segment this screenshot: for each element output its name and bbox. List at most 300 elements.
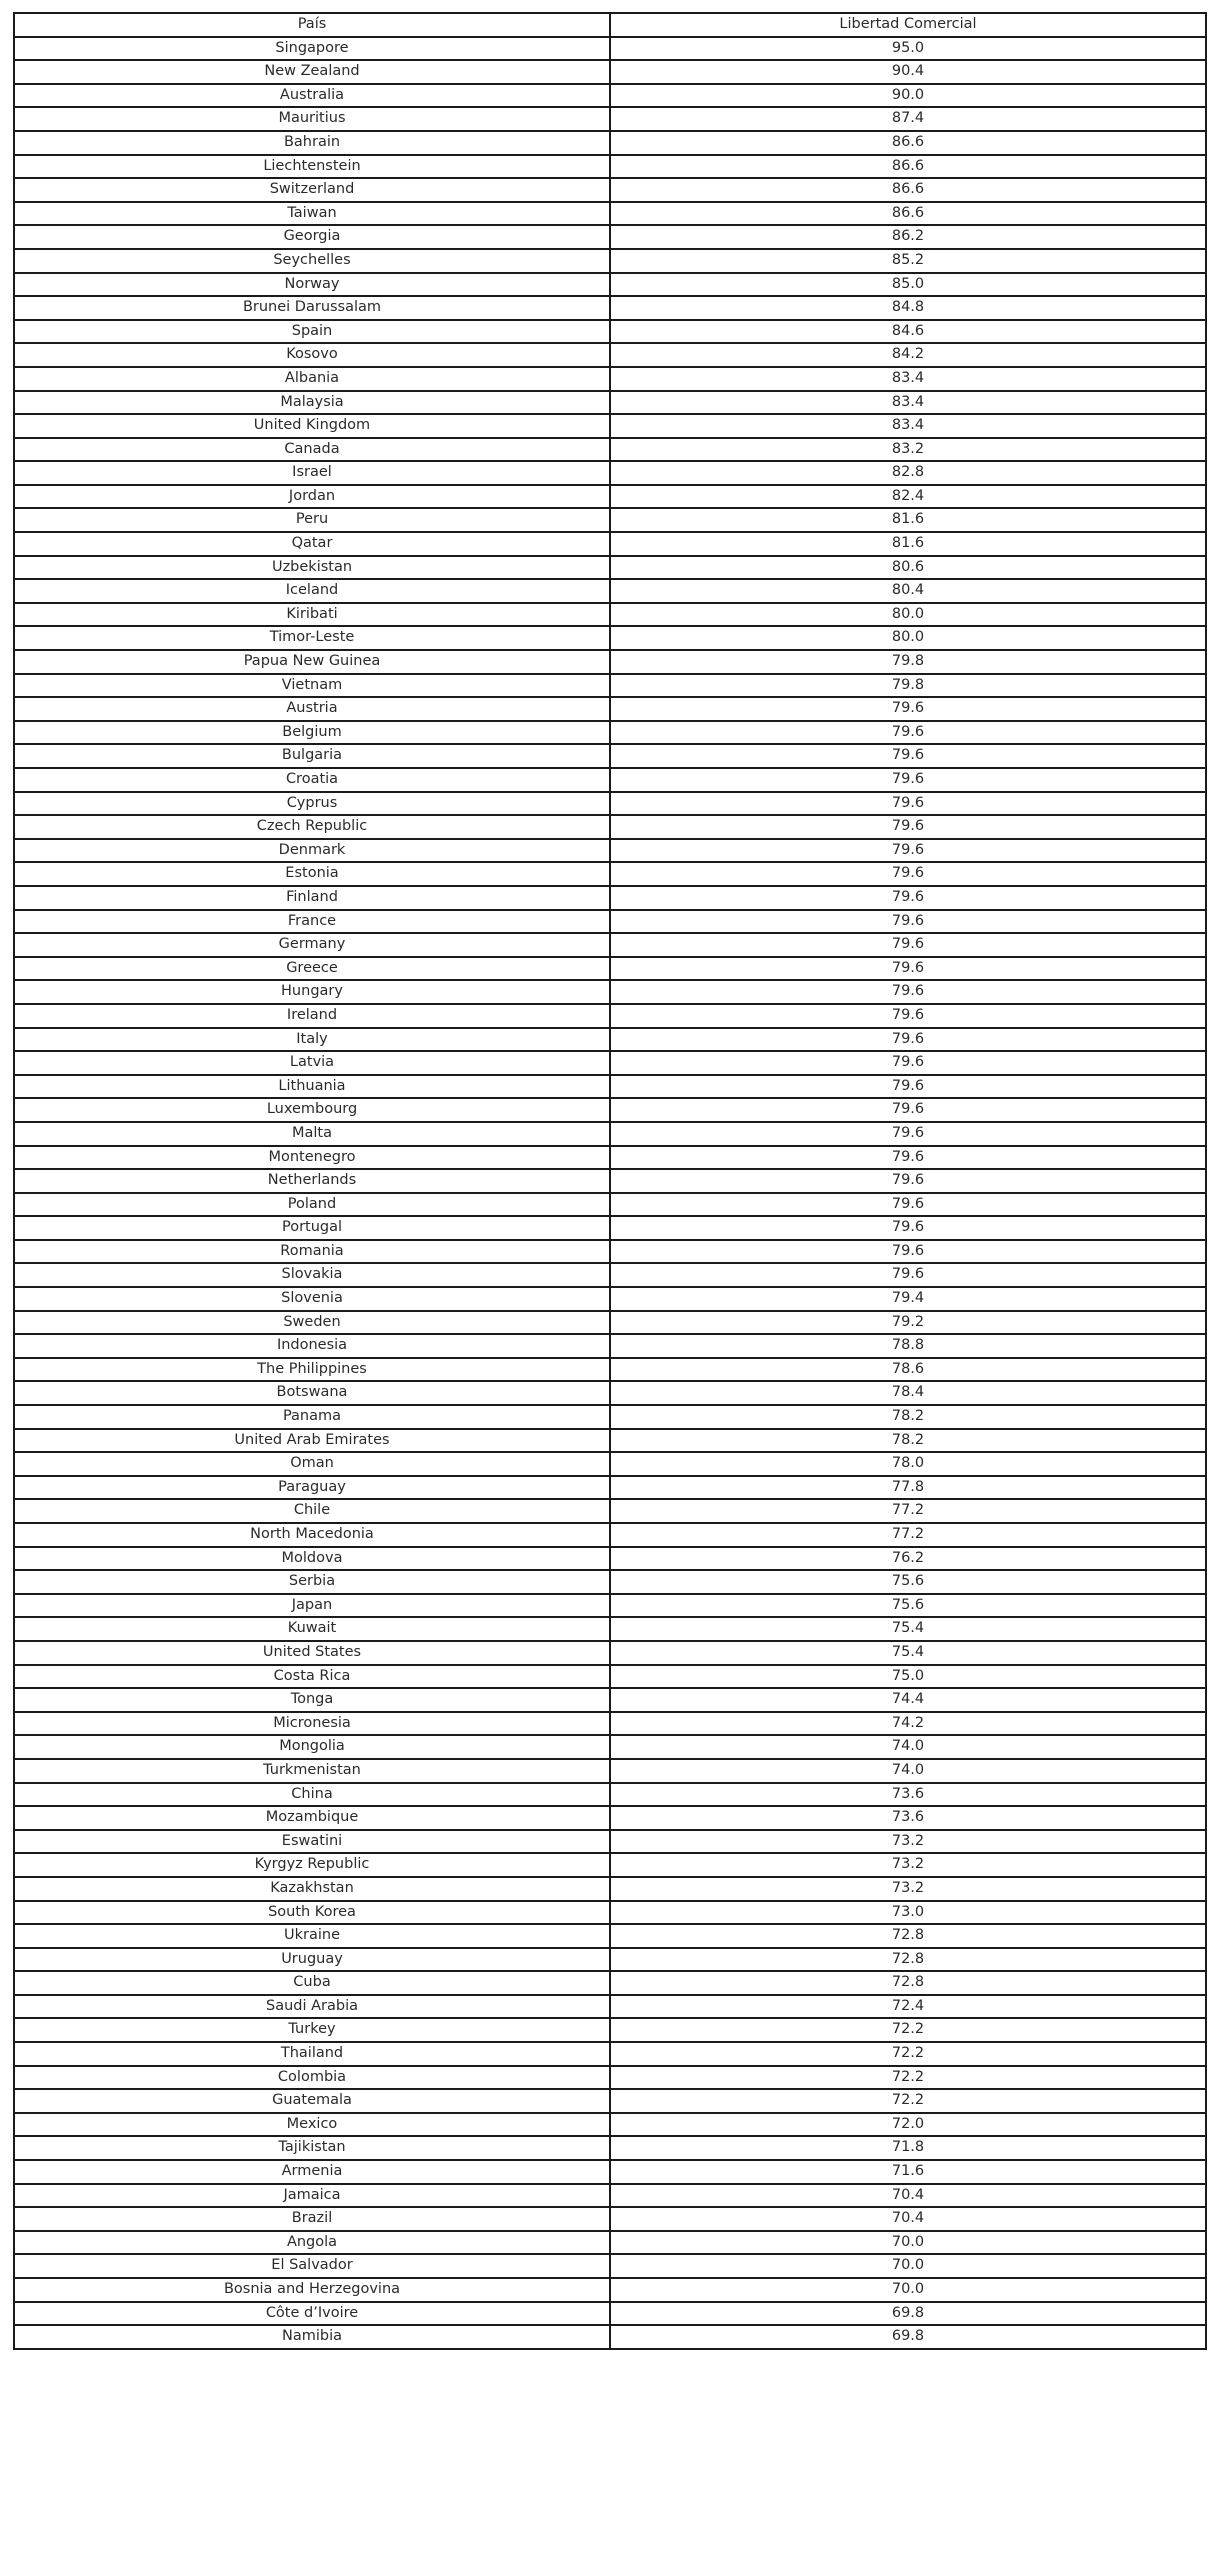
- country-cell: Oman: [14, 1452, 610, 1476]
- trade-freedom-value-cell: 76.2: [610, 1547, 1206, 1571]
- country-cell: Romania: [14, 1240, 610, 1264]
- table-row: [14, 1759, 1206, 1783]
- country-cell: Georgia: [14, 225, 610, 249]
- trade-freedom-value-cell: 75.0: [610, 1665, 1206, 1689]
- trade-freedom-value-cell: 79.6: [610, 744, 1206, 768]
- trade-freedom-value-cell: 73.6: [610, 1806, 1206, 1830]
- country-cell: Kosovo: [14, 343, 610, 367]
- country-cell: Ireland: [14, 1004, 610, 1028]
- country-cell: Eswatini: [14, 1830, 610, 1854]
- trade-freedom-value-cell: 79.6: [610, 886, 1206, 910]
- table-row: [14, 2184, 1206, 2208]
- table-row: [14, 2136, 1206, 2160]
- country-cell: New Zealand: [14, 60, 610, 84]
- table-row: [14, 2278, 1206, 2302]
- trade-freedom-value-cell: 83.2: [610, 438, 1206, 462]
- trade-freedom-value-cell: 84.8: [610, 296, 1206, 320]
- country-cell: Tajikistan: [14, 2136, 610, 2160]
- trade-freedom-value-cell: 79.2: [610, 1311, 1206, 1335]
- table-row: [14, 579, 1206, 603]
- table-row: [14, 1523, 1206, 1547]
- country-cell: Qatar: [14, 532, 610, 556]
- table-row: [14, 650, 1206, 674]
- table-row: [14, 1712, 1206, 1736]
- table-row: [14, 2018, 1206, 2042]
- country-cell: Cuba: [14, 1971, 610, 1995]
- column-header-country: País: [14, 13, 610, 37]
- table-row: [14, 84, 1206, 108]
- trade-freedom-value-cell: 86.6: [610, 178, 1206, 202]
- table-row: [14, 556, 1206, 580]
- trade-freedom-value-cell: 72.8: [610, 1948, 1206, 1972]
- trade-freedom-value-cell: 79.6: [610, 721, 1206, 745]
- trade-freedom-value-cell: 71.8: [610, 2136, 1206, 2160]
- table-row: [14, 2254, 1206, 2278]
- trade-freedom-value-cell: 79.6: [610, 1240, 1206, 1264]
- table-row: [14, 603, 1206, 627]
- trade-freedom-value-cell: 73.2: [610, 1877, 1206, 1901]
- table-row: [14, 1499, 1206, 1523]
- country-cell: Poland: [14, 1193, 610, 1217]
- country-cell: China: [14, 1783, 610, 1807]
- trade-freedom-value-cell: 79.6: [610, 1051, 1206, 1075]
- table-row: [14, 1476, 1206, 1500]
- table-row: [14, 178, 1206, 202]
- trade-freedom-value-cell: 73.2: [610, 1853, 1206, 1877]
- trade-freedom-value-cell: 79.4: [610, 1287, 1206, 1311]
- table-row: [14, 1075, 1206, 1099]
- table-row: [14, 2231, 1206, 2255]
- country-cell: Latvia: [14, 1051, 610, 1075]
- country-cell: Japan: [14, 1594, 610, 1618]
- trade-freedom-value-cell: 81.6: [610, 508, 1206, 532]
- trade-freedom-value-cell: 70.4: [610, 2184, 1206, 2208]
- table-row: [14, 744, 1206, 768]
- country-cell: Montenegro: [14, 1146, 610, 1170]
- country-cell: Jamaica: [14, 2184, 610, 2208]
- table-row: [14, 131, 1206, 155]
- table-row: [14, 1853, 1206, 1877]
- country-cell: Slovenia: [14, 1287, 610, 1311]
- trade-freedom-value-cell: 75.4: [610, 1617, 1206, 1641]
- trade-freedom-value-cell: 77.8: [610, 1476, 1206, 1500]
- trade-freedom-value-cell: 79.6: [610, 1193, 1206, 1217]
- trade-freedom-value-cell: 79.8: [610, 674, 1206, 698]
- trade-freedom-value-cell: 86.6: [610, 155, 1206, 179]
- table-row: [14, 1665, 1206, 1689]
- country-cell: Australia: [14, 84, 610, 108]
- country-cell: United States: [14, 1641, 610, 1665]
- country-cell: Thailand: [14, 2042, 610, 2066]
- table-row: [14, 862, 1206, 886]
- trade-freedom-value-cell: 79.6: [610, 697, 1206, 721]
- trade-freedom-value-cell: 78.8: [610, 1334, 1206, 1358]
- trade-freedom-value-cell: 72.0: [610, 2113, 1206, 2137]
- country-cell: Albania: [14, 367, 610, 391]
- trade-freedom-value-cell: 86.6: [610, 131, 1206, 155]
- trade-freedom-value-cell: 82.8: [610, 461, 1206, 485]
- table-row: [14, 839, 1206, 863]
- country-cell: Norway: [14, 273, 610, 297]
- table-row: [14, 1051, 1206, 1075]
- country-cell: Belgium: [14, 721, 610, 745]
- country-cell: Iceland: [14, 579, 610, 603]
- country-cell: Malta: [14, 1122, 610, 1146]
- table-row: [14, 1971, 1206, 1995]
- country-cell: Guatemala: [14, 2089, 610, 2113]
- trade-freedom-value-cell: 84.6: [610, 320, 1206, 344]
- trade-freedom-value-cell: 79.6: [610, 1028, 1206, 1052]
- table-row: [14, 768, 1206, 792]
- trade-freedom-value-cell: 80.0: [610, 626, 1206, 650]
- trade-freedom-value-cell: 77.2: [610, 1499, 1206, 1523]
- country-cell: Cyprus: [14, 792, 610, 816]
- country-cell: Mauritius: [14, 107, 610, 131]
- trade-freedom-value-cell: 75.6: [610, 1594, 1206, 1618]
- table-row: [14, 1877, 1206, 1901]
- trade-freedom-value-cell: 79.6: [610, 957, 1206, 981]
- trade-freedom-value-cell: 70.4: [610, 2207, 1206, 2231]
- trade-freedom-value-cell: 79.6: [610, 1216, 1206, 1240]
- table-row: [14, 1995, 1206, 2019]
- trade-freedom-value-cell: 79.6: [610, 980, 1206, 1004]
- table-row: [14, 249, 1206, 273]
- country-cell: Bulgaria: [14, 744, 610, 768]
- trade-freedom-value-cell: 83.4: [610, 414, 1206, 438]
- table-row: [14, 1783, 1206, 1807]
- country-cell: Armenia: [14, 2160, 610, 2184]
- trade-freedom-value-cell: 80.6: [610, 556, 1206, 580]
- country-cell: Papua New Guinea: [14, 650, 610, 674]
- country-cell: Costa Rica: [14, 1665, 610, 1689]
- trade-freedom-value-cell: 78.4: [610, 1381, 1206, 1405]
- table-row: [14, 1146, 1206, 1170]
- country-cell: Uzbekistan: [14, 556, 610, 580]
- trade-freedom-value-cell: 79.6: [610, 910, 1206, 934]
- trade-freedom-value-cell: 79.8: [610, 650, 1206, 674]
- trade-freedom-value-cell: 82.4: [610, 485, 1206, 509]
- trade-freedom-value-cell: 81.6: [610, 532, 1206, 556]
- trade-freedom-value-cell: 85.0: [610, 273, 1206, 297]
- table-row: [14, 1641, 1206, 1665]
- table-row: [14, 1735, 1206, 1759]
- country-cell: Vietnam: [14, 674, 610, 698]
- country-cell: Moldova: [14, 1547, 610, 1571]
- country-cell: Israel: [14, 461, 610, 485]
- trade-freedom-value-cell: 78.2: [610, 1405, 1206, 1429]
- trade-freedom-value-cell: 79.6: [610, 792, 1206, 816]
- table-row: [14, 1334, 1206, 1358]
- trade-freedom-value-cell: 72.2: [610, 2066, 1206, 2090]
- country-cell: Italy: [14, 1028, 610, 1052]
- trade-freedom-value-cell: 72.2: [610, 2042, 1206, 2066]
- table-row: [14, 1948, 1206, 1972]
- trade-freedom-value-cell: 79.6: [610, 839, 1206, 863]
- country-cell: France: [14, 910, 610, 934]
- table-row: [14, 1688, 1206, 1712]
- country-cell: Kuwait: [14, 1617, 610, 1641]
- country-cell: Peru: [14, 508, 610, 532]
- country-cell: El Salvador: [14, 2254, 610, 2278]
- table-row: [14, 1169, 1206, 1193]
- trade-freedom-value-cell: 84.2: [610, 343, 1206, 367]
- country-cell: Turkmenistan: [14, 1759, 610, 1783]
- country-cell: Mexico: [14, 2113, 610, 2137]
- table-row: [14, 1263, 1206, 1287]
- country-cell: Germany: [14, 933, 610, 957]
- country-cell: Panama: [14, 1405, 610, 1429]
- trade-freedom-value-cell: 72.8: [610, 1971, 1206, 1995]
- table-row: [14, 2066, 1206, 2090]
- country-cell: Brazil: [14, 2207, 610, 2231]
- trade-freedom-value-cell: 70.0: [610, 2278, 1206, 2302]
- table-row: [14, 508, 1206, 532]
- trade-freedom-value-cell: 71.6: [610, 2160, 1206, 2184]
- table-row: [14, 273, 1206, 297]
- table-row: [14, 1193, 1206, 1217]
- country-cell: Micronesia: [14, 1712, 610, 1736]
- trade-freedom-value-cell: 78.6: [610, 1358, 1206, 1382]
- country-cell: Estonia: [14, 862, 610, 886]
- table-row: [14, 1028, 1206, 1052]
- country-cell: Spain: [14, 320, 610, 344]
- trade-freedom-value-cell: 79.6: [610, 933, 1206, 957]
- table-row: [14, 438, 1206, 462]
- country-cell: Netherlands: [14, 1169, 610, 1193]
- table-row: [14, 1098, 1206, 1122]
- table-row: [14, 2207, 1206, 2231]
- table-row: [14, 1617, 1206, 1641]
- table-row: [14, 792, 1206, 816]
- country-cell: Paraguay: [14, 1476, 610, 1500]
- trade-freedom-value-cell: 79.6: [610, 768, 1206, 792]
- country-cell: Switzerland: [14, 178, 610, 202]
- table-row: [14, 367, 1206, 391]
- table-row: [14, 1830, 1206, 1854]
- trade-freedom-value-cell: 73.6: [610, 1783, 1206, 1807]
- table-row: [14, 1287, 1206, 1311]
- trade-freedom-value-cell: 72.2: [610, 2018, 1206, 2042]
- table-row: [14, 1429, 1206, 1453]
- trade-freedom-value-cell: 78.2: [610, 1429, 1206, 1453]
- country-cell: Bosnia and Herzegovina: [14, 2278, 610, 2302]
- table-row: [14, 980, 1206, 1004]
- table-row: [14, 957, 1206, 981]
- country-cell: Kazakhstan: [14, 1877, 610, 1901]
- country-cell: Mozambique: [14, 1806, 610, 1830]
- country-cell: Colombia: [14, 2066, 610, 2090]
- table-row: [14, 933, 1206, 957]
- table-row: [14, 1924, 1206, 1948]
- country-cell: South Korea: [14, 1901, 610, 1925]
- country-cell: Angola: [14, 2231, 610, 2255]
- country-cell: Luxembourg: [14, 1098, 610, 1122]
- country-cell: Sweden: [14, 1311, 610, 1335]
- trade-freedom-value-cell: 80.0: [610, 603, 1206, 627]
- country-cell: Timor-Leste: [14, 626, 610, 650]
- trade-freedom-value-cell: 85.2: [610, 249, 1206, 273]
- country-cell: Jordan: [14, 485, 610, 509]
- table-row: [14, 225, 1206, 249]
- trade-freedom-value-cell: 79.6: [610, 1075, 1206, 1099]
- trade-freedom-value-cell: 78.0: [610, 1452, 1206, 1476]
- table-row: [14, 1452, 1206, 1476]
- trade-freedom-value-cell: 86.6: [610, 202, 1206, 226]
- country-cell: Saudi Arabia: [14, 1995, 610, 2019]
- country-cell: Namibia: [14, 2325, 610, 2349]
- country-cell: Czech Republic: [14, 815, 610, 839]
- country-cell: Uruguay: [14, 1948, 610, 1972]
- country-cell: Canada: [14, 438, 610, 462]
- trade-freedom-value-cell: 79.6: [610, 1263, 1206, 1287]
- table-row: [14, 1806, 1206, 1830]
- trade-freedom-value-cell: 79.6: [610, 1169, 1206, 1193]
- trade-freedom-value-cell: 86.2: [610, 225, 1206, 249]
- trade-freedom-value-cell: 75.4: [610, 1641, 1206, 1665]
- table-row: [14, 1004, 1206, 1028]
- trade-freedom-value-cell: 70.0: [610, 2254, 1206, 2278]
- trade-freedom-value-cell: 79.6: [610, 862, 1206, 886]
- trade-freedom-value-cell: 69.8: [610, 2325, 1206, 2349]
- table-row: [14, 674, 1206, 698]
- trade-freedom-value-cell: 74.2: [610, 1712, 1206, 1736]
- table-row: [14, 1358, 1206, 1382]
- trade-freedom-value-cell: 74.0: [610, 1759, 1206, 1783]
- trade-freedom-value-cell: 83.4: [610, 367, 1206, 391]
- country-cell: Croatia: [14, 768, 610, 792]
- table-row: [14, 320, 1206, 344]
- trade-freedom-value-cell: 79.6: [610, 815, 1206, 839]
- trade-freedom-value-cell: 79.6: [610, 1122, 1206, 1146]
- trade-freedom-value-cell: 73.2: [610, 1830, 1206, 1854]
- table-row: [14, 461, 1206, 485]
- country-cell: Indonesia: [14, 1334, 610, 1358]
- country-cell: Singapore: [14, 37, 610, 61]
- table-row: [14, 296, 1206, 320]
- table-row: [14, 2042, 1206, 2066]
- table-row: [14, 1381, 1206, 1405]
- table-row: [14, 1122, 1206, 1146]
- country-cell: Finland: [14, 886, 610, 910]
- country-cell: Liechtenstein: [14, 155, 610, 179]
- table-row: [14, 60, 1206, 84]
- country-cell: Serbia: [14, 1570, 610, 1594]
- table-row: [14, 1594, 1206, 1618]
- trade-freedom-value-cell: 72.8: [610, 1924, 1206, 1948]
- table-row: [14, 532, 1206, 556]
- country-cell: Lithuania: [14, 1075, 610, 1099]
- table-row: [14, 414, 1206, 438]
- column-header-trade-freedom: Libertad Comercial: [610, 13, 1206, 37]
- country-cell: Portugal: [14, 1216, 610, 1240]
- trade-freedom-value-cell: 72.2: [610, 2089, 1206, 2113]
- table-row: [14, 2302, 1206, 2326]
- data-table: [13, 12, 1207, 2350]
- trade-freedom-value-cell: 90.4: [610, 60, 1206, 84]
- country-cell: Bahrain: [14, 131, 610, 155]
- table-row: [14, 697, 1206, 721]
- country-cell: Greece: [14, 957, 610, 981]
- country-cell: United Kingdom: [14, 414, 610, 438]
- country-cell: Taiwan: [14, 202, 610, 226]
- country-cell: Chile: [14, 1499, 610, 1523]
- country-cell: Slovakia: [14, 1263, 610, 1287]
- trade-freedom-value-cell: 69.8: [610, 2302, 1206, 2326]
- country-cell: The Philippines: [14, 1358, 610, 1382]
- trade-freedom-value-cell: 80.4: [610, 579, 1206, 603]
- country-cell: Kiribati: [14, 603, 610, 627]
- country-cell: Tonga: [14, 1688, 610, 1712]
- table-row: [14, 1901, 1206, 1925]
- country-cell: Ukraine: [14, 1924, 610, 1948]
- trade-freedom-value-cell: 75.6: [610, 1570, 1206, 1594]
- trade-freedom-value-cell: 95.0: [610, 37, 1206, 61]
- country-cell: Hungary: [14, 980, 610, 1004]
- table-header-row: [14, 13, 1206, 37]
- trade-freedom-value-cell: 87.4: [610, 107, 1206, 131]
- table-row: [14, 343, 1206, 367]
- trade-freedom-value-cell: 90.0: [610, 84, 1206, 108]
- table-row: [14, 37, 1206, 61]
- trade-freedom-value-cell: 79.6: [610, 1004, 1206, 1028]
- table-row: [14, 391, 1206, 415]
- table-row: [14, 1547, 1206, 1571]
- table-row: [14, 721, 1206, 745]
- country-cell: United Arab Emirates: [14, 1429, 610, 1453]
- table-row: [14, 886, 1206, 910]
- country-cell: Turkey: [14, 2018, 610, 2042]
- country-cell: North Macedonia: [14, 1523, 610, 1547]
- trade-freedom-value-cell: 79.6: [610, 1146, 1206, 1170]
- country-cell: Malaysia: [14, 391, 610, 415]
- table-row: [14, 910, 1206, 934]
- table-row: [14, 1311, 1206, 1335]
- country-cell: Seychelles: [14, 249, 610, 273]
- table-row: [14, 815, 1206, 839]
- trade-freedom-value-cell: 79.6: [610, 1098, 1206, 1122]
- country-cell: Côte d’Ivoire: [14, 2302, 610, 2326]
- country-cell: Kyrgyz Republic: [14, 1853, 610, 1877]
- table-row: [14, 1405, 1206, 1429]
- table-row: [14, 107, 1206, 131]
- table-row: [14, 1216, 1206, 1240]
- country-cell: Austria: [14, 697, 610, 721]
- table-row: [14, 2113, 1206, 2137]
- table-row: [14, 1570, 1206, 1594]
- trade-freedom-value-cell: 74.4: [610, 1688, 1206, 1712]
- country-cell: Mongolia: [14, 1735, 610, 1759]
- trade-freedom-value-cell: 72.4: [610, 1995, 1206, 2019]
- trade-freedom-value-cell: 74.0: [610, 1735, 1206, 1759]
- data-table-container: [13, 12, 1205, 2350]
- trade-freedom-value-cell: 83.4: [610, 391, 1206, 415]
- country-cell: Denmark: [14, 839, 610, 863]
- table-row: [14, 485, 1206, 509]
- table-row: [14, 2325, 1206, 2349]
- table-body: [14, 37, 1206, 2349]
- table-row: [14, 2160, 1206, 2184]
- table-row: [14, 155, 1206, 179]
- table-row: [14, 202, 1206, 226]
- table-row: [14, 626, 1206, 650]
- country-cell: Botswana: [14, 1381, 610, 1405]
- trade-freedom-value-cell: 77.2: [610, 1523, 1206, 1547]
- table-row: [14, 2089, 1206, 2113]
- trade-freedom-value-cell: 70.0: [610, 2231, 1206, 2255]
- table-row: [14, 1240, 1206, 1264]
- country-cell: Brunei Darussalam: [14, 296, 610, 320]
- trade-freedom-value-cell: 73.0: [610, 1901, 1206, 1925]
